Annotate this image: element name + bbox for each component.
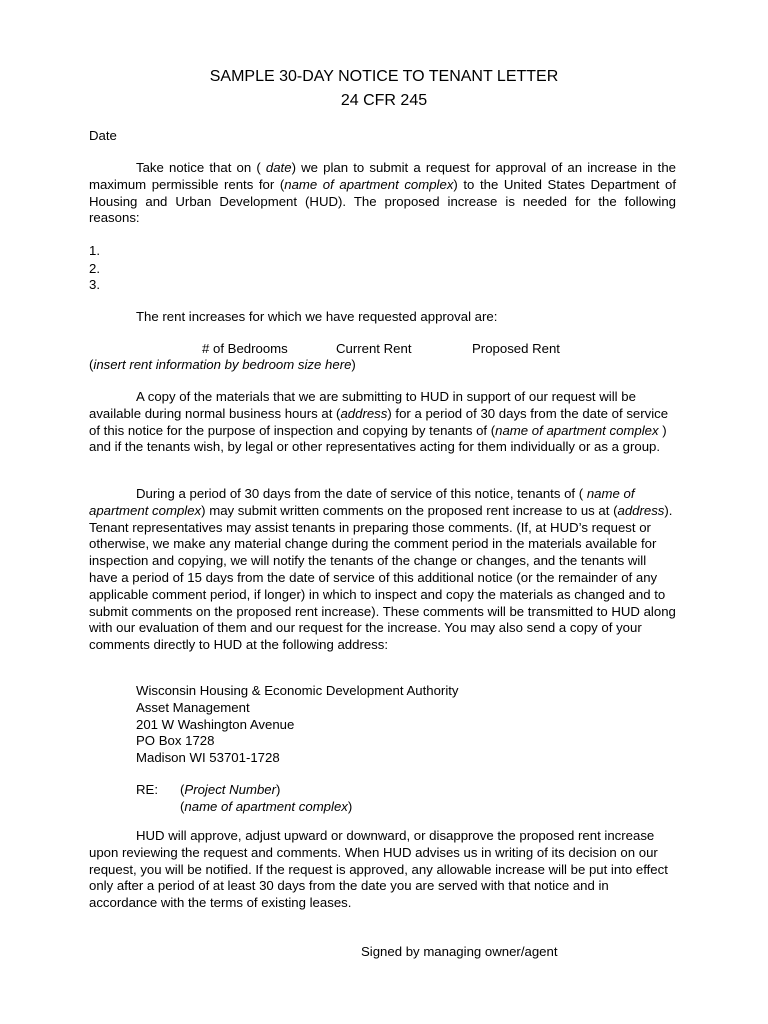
- rent-insert-note: (insert rent information by bedroom size here): [89, 357, 356, 372]
- re-project-number: (Project Number): [180, 782, 281, 797]
- paragraph-comments: During a period of 30 days from the date of service of this notice, tenants of ( name of apartment complex) may submit written comments on the proposed rent increase to us at (address). Tenant representatives may assist tenants in preparing those comments. (If, at HUD’s request or otherwise, we make any material change during the comment period in the materials available for inspection and copying, we will notify the tenants of the change or changes, and the tenants will have a period of 15 days from the date of service of this additional notice (or the remainder of any applicable comment period, if longer) in which to inspect and copy the materials as changed and to submit comments on the proposed rent increase). These comments will be transmitted to HUD along with our evaluation of them and our request for the increase. You may also send a copy of your comments directly to HUD at the following address:: [89, 486, 676, 653]
- address-line-2: Asset Management: [136, 700, 250, 715]
- date-label: Date: [89, 128, 117, 143]
- address-line-1: Wisconsin Housing & Economic Development Authority: [136, 683, 459, 698]
- reason-item-1: 1.: [89, 243, 100, 258]
- paragraph-materials: A copy of the materials that we are submitting to HUD in support of our request will be available during normal business hours at (address) for a period of 30 days from the date of service of this notice for the purpose of inspection and copying by tenants of (name of apartment complex ) and if the tenants wish, by legal or other representatives acting for them individually or as a group.: [89, 389, 669, 455]
- page-title: SAMPLE 30-DAY NOTICE TO TENANT LETTER: [209, 68, 559, 85]
- address-line-3: 201 W Washington Avenue: [136, 717, 295, 732]
- re-label: RE:: [136, 782, 158, 797]
- page-subtitle-cfr: 24 CFR 245: [340, 92, 428, 109]
- address-line-5: Madison WI 53701-1728: [136, 750, 280, 765]
- address-line-4: PO Box 1728: [136, 733, 215, 748]
- rent-intro: The rent increases for which we have requested approval are:: [136, 309, 498, 324]
- paragraph-notice: Take notice that on ( date) we plan to submit a request for approval of an increase in the maximum permissible rents for (name of apartment complex) to the United States Department of Housing and Urban Development (HUD). The proposed increase is needed for the following reasons:: [89, 160, 677, 226]
- column-header-proposed-rent: Proposed Rent: [472, 341, 560, 356]
- column-header-current-rent: Current Rent: [336, 341, 412, 356]
- signature-line: Signed by managing owner/agent: [361, 944, 558, 959]
- reason-item-3: 3.: [89, 277, 100, 292]
- reason-item-2: 2.: [89, 261, 100, 276]
- paragraph-hud-decision: HUD will approve, adjust upward or downward, or disapprove the proposed rent increase upon reviewing the request and comments. When HUD advises us in writing of its decision on our request, you will be notified. If the request is approved, any allowable increase will be put into effect only after a period of at least 30 days from the date you are served with that notice and in accordance with the terms of existing leases.: [89, 828, 668, 911]
- column-header-bedrooms: # of Bedrooms: [202, 341, 288, 356]
- re-complex-name: (name of apartment complex): [180, 799, 353, 814]
